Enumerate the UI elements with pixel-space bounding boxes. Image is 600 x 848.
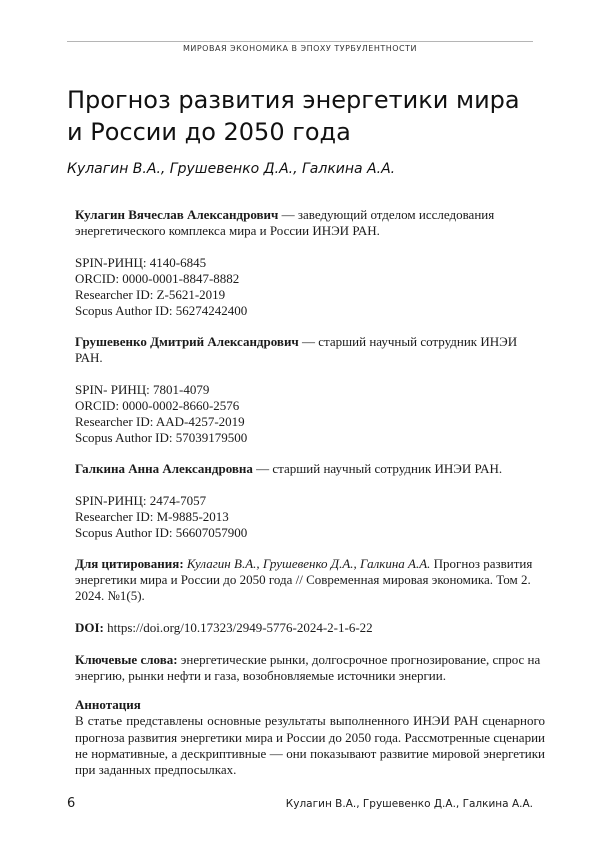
citation-label: Для цитирования: — [75, 556, 184, 571]
keywords-value: энергетические рынки, долгосрочное прогнозирование, спрос на энергию, рынки нефти и газа, возобновляемые источники энергии. — [75, 652, 541, 683]
doi-label: DOI: — [75, 620, 104, 635]
author-1-description — [75, 207, 545, 239]
author-1-researcher-id: Researcher ID: Z-5621-2019 — [75, 287, 226, 302]
author-3-name: Галкина Анна Александровна — [75, 461, 253, 476]
citation — [75, 556, 545, 604]
doi-link[interactable]: https://doi.org/10.17323/2949-5776-2024-2-1-6-22 — [103, 620, 373, 635]
author-3-description — [75, 461, 545, 477]
keywords-label: Ключевые слова: — [75, 652, 178, 667]
author-2-name: Грушевенко Дмитрий Александрович — [75, 334, 299, 349]
author-2-spin: SPIN- РИНЦ: 7801-4079 — [75, 382, 210, 397]
author-3-ids — [75, 493, 545, 541]
citation-text: Прогноз развития энергетики мира и России до 2050 года // Современная мировая экономика. Том 2. 2024. №1(5). — [75, 556, 533, 603]
keywords — [75, 652, 545, 684]
author-3-researcher-id: Researcher ID: M-9885-2013 — [75, 509, 229, 524]
citation-authors: Кулагин В.А., Грушевенко Д.А., Галкина А.А. — [186, 556, 431, 571]
author-1-orcid: ORCID: 0000-0001-8847-8882 — [75, 271, 240, 286]
author-1-role: — заведующий отделом исследования энергетического комплекса мира и России ИНЭИ РАН. — [75, 207, 495, 238]
abstract-text: В статье представлены основные результаты выполненного ИНЭИ РАН сценарного прогноза развития энергетики мира и России до 2050 года. Рассмотренные сценарии не нормативные, а дескриптивные — они показывают развитие мировой энергетики при заданных предпосылках. — [75, 713, 545, 778]
doi — [75, 620, 545, 636]
author-1-name: Кулагин Вячеслав Александрович — [75, 207, 279, 222]
author-1-spin: SPIN-РИНЦ: 4140-6845 — [75, 255, 207, 270]
author-2-ids — [75, 382, 545, 446]
author-info-block — [75, 207, 545, 700]
article-title: Прогноз развития энергетики мира и России до 2050 года — [67, 86, 520, 146]
header-divider — [67, 41, 533, 42]
author-3-spin: SPIN-РИНЦ: 2474-7057 — [75, 493, 207, 508]
author-2-role: — старший научный сотрудник ИНЭИ РАН. — [75, 334, 518, 365]
author-2-orcid: ORCID: 0000-0002-8660-2576 — [75, 398, 240, 413]
author-3-role: — старший научный сотрудник ИНЭИ РАН. — [252, 461, 503, 476]
abstract-label: Аннотация — [75, 697, 141, 712]
page-number: 6 — [67, 796, 76, 811]
author-3-scopus-id: Scopus Author ID: 56607057900 — [75, 525, 248, 540]
author-1-scopus-id: Scopus Author ID: 56274242400 — [75, 303, 248, 318]
author-2-scopus-id: Scopus Author ID: 57039179500 — [75, 430, 248, 445]
author-2-description — [75, 334, 545, 366]
running-header: МИРОВАЯ ЭКОНОМИКА В ЭПОХУ ТУРБУЛЕНТНОСТИ — [182, 44, 418, 53]
author-1-ids — [75, 255, 545, 319]
footer-authors: Кулагин В.А., Грушевенко Д.А., Галкина А.А. — [285, 798, 533, 810]
author-2-researcher-id: Researcher ID: AAD-4257-2019 — [75, 414, 245, 429]
abstract — [75, 697, 545, 778]
article-authors: Кулагин В.А., Грушевенко Д.А., Галкина А.А. — [67, 161, 396, 177]
